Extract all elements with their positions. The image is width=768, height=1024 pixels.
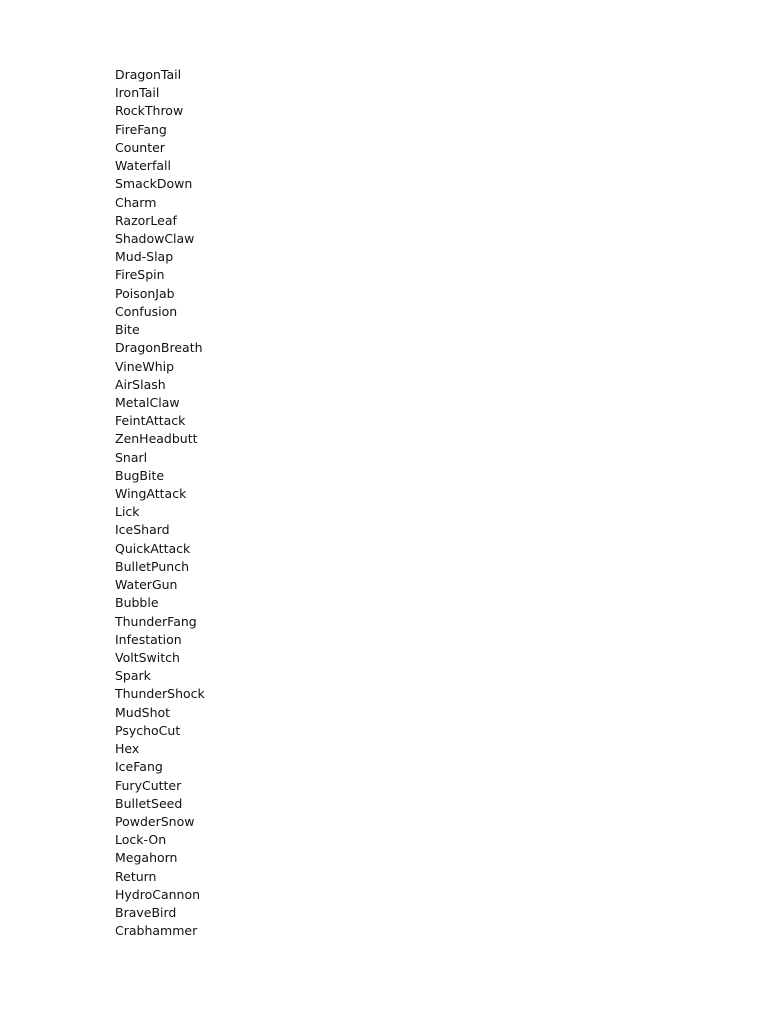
- move-list-item: Mud-Slap: [115, 249, 174, 265]
- move-list-item: Bubble: [115, 595, 159, 611]
- move-list-item: Lick: [115, 504, 140, 520]
- move-list-item: Counter: [115, 139, 165, 155]
- move-list-item: ThunderShock: [115, 686, 205, 702]
- move-list-item: Lock-On: [115, 832, 167, 848]
- move-list-item: Crabhammer: [115, 923, 198, 939]
- move-list-item: FuryCutter: [115, 777, 182, 793]
- move-list-item: Snarl: [115, 449, 148, 465]
- move-list-item: ShadowClaw: [115, 230, 195, 246]
- move-list-item: SmackDown: [115, 176, 193, 192]
- move-list-item: HydroCannon: [115, 886, 201, 902]
- move-list-item: VoltSwitch: [115, 650, 180, 665]
- move-list-item: QuickAttack: [115, 540, 191, 556]
- move-list-item: FireFang: [115, 121, 167, 137]
- move-list-item: Hex: [115, 741, 140, 757]
- move-list-item: DragonTail: [115, 67, 182, 82]
- move-list-item: Spark: [115, 668, 151, 684]
- move-list-item: Infestation: [115, 631, 182, 647]
- move-list-item: DragonBreath: [115, 340, 203, 356]
- move-list-item: BugBite: [115, 467, 165, 483]
- move-list-item: RockThrow: [115, 103, 184, 119]
- move-list-item: BulletSeed: [115, 795, 183, 811]
- move-list-item: IceShard: [115, 522, 170, 538]
- move-list-item: AirSlash: [115, 376, 166, 392]
- move-list-item: BulletPunch: [115, 558, 189, 574]
- move-list-item: WaterGun: [115, 577, 178, 593]
- move-list-item: BraveBird: [115, 905, 177, 921]
- move-list-item: MudShot: [115, 704, 171, 720]
- move-list-item: Return: [115, 868, 157, 884]
- move-list-item: MetalClaw: [115, 394, 180, 410]
- move-list: [115, 66, 205, 941]
- move-list-item: Megahorn: [115, 850, 178, 866]
- move-list-item: FireSpin: [115, 267, 165, 283]
- move-list-item: IceFang: [115, 759, 163, 775]
- move-list-item: Charm: [115, 194, 157, 210]
- move-list-item: FeintAttack: [115, 413, 186, 429]
- move-list-item: IronTail: [115, 85, 160, 101]
- move-list-item: WingAttack: [115, 486, 187, 502]
- move-list-item: PoisonJab: [115, 285, 175, 301]
- move-list-item: Waterfall: [115, 158, 171, 174]
- move-list-item: ZenHeadbutt: [115, 431, 198, 447]
- move-list-item: PowderSnow: [115, 813, 195, 829]
- move-list-item: Confusion: [115, 303, 178, 319]
- move-list-item: Bite: [115, 322, 140, 338]
- move-list-item: RazorLeaf: [115, 212, 177, 228]
- move-list-item: VineWhip: [115, 358, 175, 374]
- move-list-item: ThunderFang: [115, 613, 197, 629]
- move-list-item: PsychoCut: [115, 722, 181, 738]
